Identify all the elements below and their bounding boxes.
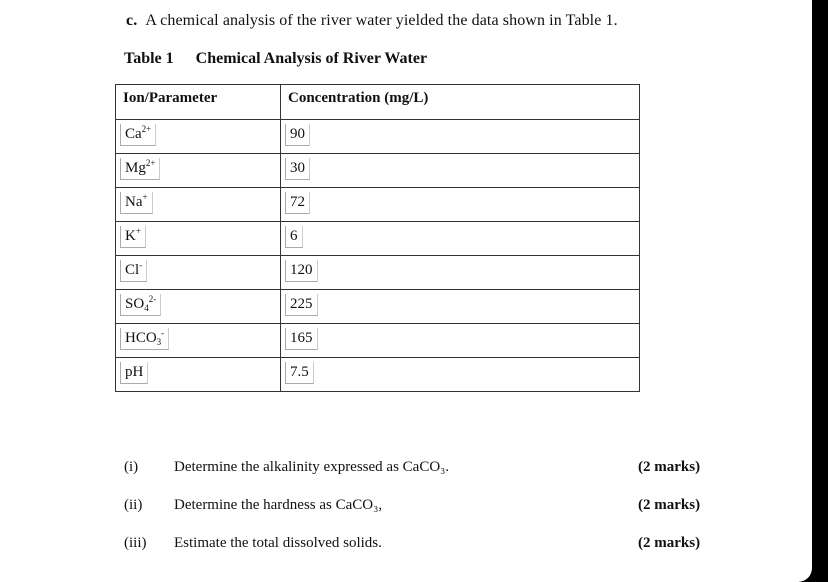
value-cell bbox=[281, 324, 640, 358]
ion-symbol: Ca bbox=[125, 126, 142, 142]
ion-charge: 2+ bbox=[145, 158, 156, 168]
ion-cell bbox=[116, 120, 281, 154]
value-cell bbox=[281, 290, 640, 324]
table-row bbox=[116, 222, 640, 256]
ion-symbol: pH bbox=[125, 364, 144, 380]
ion-charge: + bbox=[135, 226, 141, 236]
ion-cell bbox=[116, 222, 281, 256]
ion-symbol: SO bbox=[125, 296, 145, 312]
table-row bbox=[116, 290, 640, 324]
table-title: Chemical Analysis of River Water bbox=[195, 50, 428, 67]
concentration-value: 225 bbox=[285, 294, 318, 316]
header-ion-parameter: Ion/Parameter bbox=[123, 90, 218, 106]
header-cell-concentration bbox=[281, 85, 640, 120]
table-row bbox=[116, 358, 640, 392]
table-row bbox=[116, 256, 640, 290]
ion-charge: 2- bbox=[148, 294, 157, 304]
ion-cell bbox=[116, 188, 281, 222]
ion-cell bbox=[116, 256, 281, 290]
value-cell bbox=[281, 120, 640, 154]
question-iii bbox=[0, 535, 812, 557]
ion-label bbox=[120, 328, 169, 350]
ion-label bbox=[120, 192, 153, 214]
value-cell bbox=[281, 154, 640, 188]
question-text: Determine the alkalinity expressed as CaCO₃. bbox=[174, 459, 450, 475]
ion-subscript: 3 bbox=[156, 337, 162, 347]
question-ii bbox=[0, 497, 812, 519]
question-number: (ii) bbox=[124, 497, 143, 513]
question-text: Estimate the total dissolved solids. bbox=[174, 535, 382, 551]
concentration-value: 120 bbox=[285, 260, 318, 282]
intro-line bbox=[126, 12, 618, 30]
chemical-analysis-table bbox=[115, 84, 640, 392]
table-number: Table 1 bbox=[124, 50, 174, 67]
ion-cell bbox=[116, 154, 281, 188]
question-marks: (2 marks) bbox=[638, 497, 701, 513]
header-concentration: Concentration (mg/L) bbox=[288, 90, 429, 106]
ion-label bbox=[120, 260, 147, 282]
ion-cell bbox=[116, 358, 281, 392]
table-row bbox=[116, 120, 640, 154]
concentration-value: 6 bbox=[285, 226, 303, 248]
value-cell bbox=[281, 256, 640, 290]
ion-symbol: HCO bbox=[125, 330, 157, 346]
ion-label bbox=[120, 294, 161, 316]
question-marks: (2 marks) bbox=[638, 459, 701, 475]
ion-charge: + bbox=[142, 192, 148, 202]
ion-charge: - bbox=[161, 328, 165, 338]
question-marks: (2 marks) bbox=[638, 535, 701, 551]
value-cell bbox=[281, 358, 640, 392]
question-i bbox=[0, 459, 812, 481]
part-label: c. bbox=[126, 12, 138, 29]
question-number: (i) bbox=[124, 459, 139, 475]
value-cell bbox=[281, 188, 640, 222]
question-text: Determine the hardness as CaCO₃, bbox=[174, 497, 383, 513]
concentration-value: 7.5 bbox=[285, 362, 314, 384]
concentration-value: 165 bbox=[285, 328, 318, 350]
concentration-value: 90 bbox=[285, 124, 310, 146]
ion-charge: - bbox=[139, 260, 143, 270]
ion-label bbox=[120, 124, 156, 146]
ion-charge: 2+ bbox=[141, 124, 152, 134]
header-cell-ion bbox=[116, 85, 281, 120]
table-caption bbox=[124, 50, 427, 68]
ion-symbol: K bbox=[125, 228, 136, 244]
concentration-value: 30 bbox=[285, 158, 310, 180]
ion-label bbox=[120, 226, 146, 248]
ion-label bbox=[120, 158, 160, 180]
ion-label bbox=[120, 362, 148, 384]
table-row bbox=[116, 324, 640, 358]
ion-cell bbox=[116, 324, 281, 358]
question-number: (iii) bbox=[124, 535, 147, 551]
ion-symbol: Na bbox=[125, 194, 143, 210]
ion-symbol: Cl bbox=[125, 262, 140, 278]
ion-subscript: 4 bbox=[144, 303, 149, 313]
table-row bbox=[116, 188, 640, 222]
concentration-value: 72 bbox=[285, 192, 310, 214]
intro-text: A chemical analysis of the river water yielded the data shown in Table 1. bbox=[145, 12, 618, 29]
ion-symbol: Mg bbox=[125, 160, 146, 176]
table-header-row bbox=[116, 85, 640, 120]
ion-cell bbox=[116, 290, 281, 324]
value-cell bbox=[281, 222, 640, 256]
table-row bbox=[116, 154, 640, 188]
